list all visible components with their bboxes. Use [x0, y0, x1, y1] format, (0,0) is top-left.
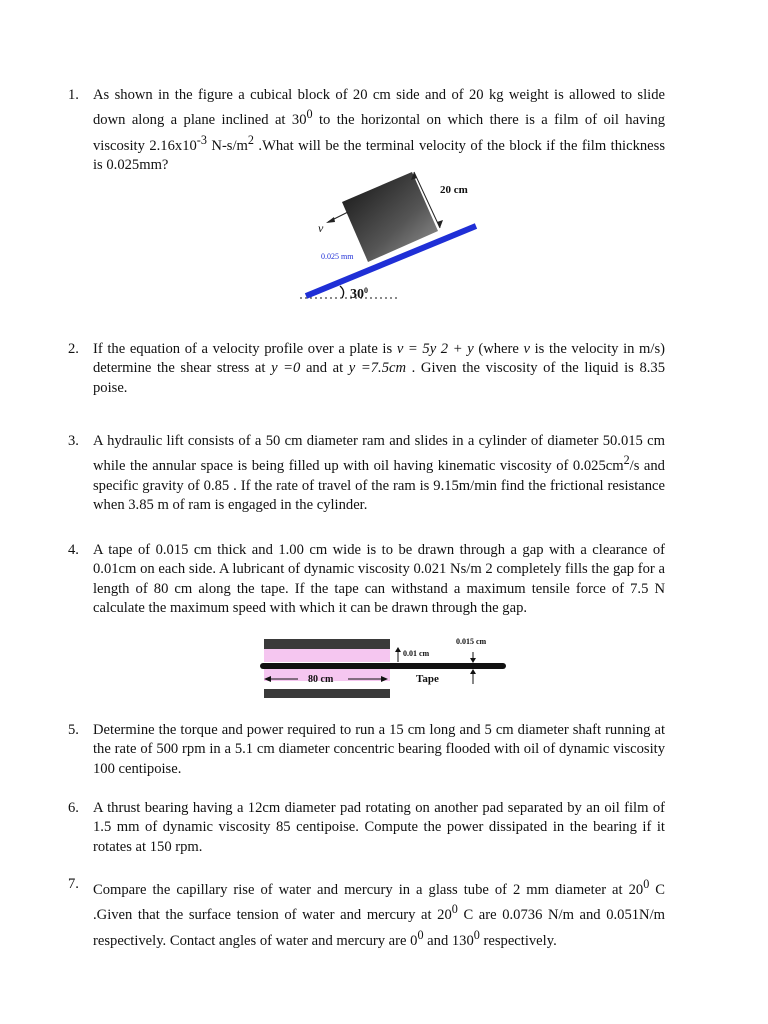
question-text: Compare the capillary rise of water and mercury in a glass tube of 2 mm diameter at $20^0$ C .Given that the surface tension of water and mercury at $20^0$ C are 0.0736 N/m and 0.051N/m respectively. Contact angles of water and mercury are $0^0$ and $130^0$ respectively.	[93, 877, 665, 949]
thickness-arrowhead-top	[470, 658, 476, 663]
question-6	[68, 799, 665, 857]
question-5	[68, 721, 665, 779]
question-number: 5.	[68, 722, 79, 738]
side-label: 20 cm	[440, 184, 468, 196]
question-text: Determine the torque and power required to run a 15 cm long and 5 cm diameter shaft running at the rate of 500 rpm in a 5.1 cm diameter concentric bearing flooded with oil of dynamic viscosity 100 centipoise.	[93, 722, 665, 777]
velocity-label: v	[318, 221, 324, 235]
angle-arc	[340, 286, 344, 298]
velocity-arrowhead	[326, 217, 335, 223]
clearance-arrowhead	[395, 647, 401, 652]
question-text: A thrust bearing having a 12cm diameter pad rotating on another pad separated by an oil film of 1.5 mm of dynamic viscosity 85 centipoise. Compute the power dissipated in the bearing if it rotates at 150 rpm.	[93, 800, 665, 855]
question-2	[68, 340, 665, 398]
incline-diagram	[290, 164, 490, 309]
question-text: As shown in the figure a cubical block of 20 cm side and of 20 kg weight is allowed to slide down along a plane inclined at $30^0$ to the horizontal on which there is a film of oil having viscosity $2.16x10^{-3}$ $N-s/m^2$ .What will be the terminal velocity of the block if the film thickness is 0.025mm?	[93, 87, 665, 173]
top-plate	[264, 639, 390, 649]
question-3	[68, 432, 665, 515]
tape	[260, 663, 506, 669]
question-number: 4.	[68, 542, 79, 558]
thickness-label: 0.015 cm	[456, 637, 487, 646]
figure-tape-gap	[258, 632, 518, 702]
length-label: 80 cm	[308, 674, 334, 685]
question-number: 3.	[68, 433, 79, 449]
bottom-plate	[264, 689, 390, 698]
top-oil-film	[264, 649, 390, 662]
question-4	[68, 541, 665, 619]
question-text: If the equation of a velocity profile over a plate is v = 5y 2 + y (where v is the velocity in m/s) determine the shear stress at y =0 and at y =7.5cm . Given the viscosity of the liquid is 8.35 poise.	[93, 341, 665, 396]
question-7	[68, 875, 665, 951]
question-number: 7.	[68, 876, 79, 892]
question-text: A tape of 0.015 cm thick and 1.00 cm wide is to be drawn through a gap with a clearance of 0.01cm on each side. A lubricant of dynamic viscosity 0.021 Ns/m 2 completely fills the gap for a length of 80 cm along the tape. If the tape can withstand a maximum tensile force of 7.5 N calculate the maximum speed with which it can be drawn through the gap.	[93, 542, 665, 617]
question-1	[68, 86, 665, 175]
clearance-label: 0.01 cm	[403, 649, 430, 658]
question-number: 6.	[68, 800, 79, 816]
question-text: A hydraulic lift consists of a 50 cm diameter ram and slides in a cylinder of diameter 50.015 cm while the annular space is being filled up with oil having kinematic viscosity of $0.025cm^2/s$ and specific gravity of 0.85 . If the rate of travel of the ram is 9.15m/min find the frictional resistance when 3.85 m of ram is engaged in the cylinder.	[93, 433, 665, 514]
angle-label: $30^0$	[350, 286, 368, 302]
figure-inclined-block	[290, 164, 490, 309]
film-label: 0.025 mm	[321, 252, 354, 261]
tape-label: Tape	[416, 673, 439, 685]
question-number: 2.	[68, 341, 79, 357]
question-number: 1.	[68, 87, 79, 103]
thickness-arrowhead-bottom	[470, 669, 476, 674]
tape-gap-diagram	[258, 632, 518, 702]
